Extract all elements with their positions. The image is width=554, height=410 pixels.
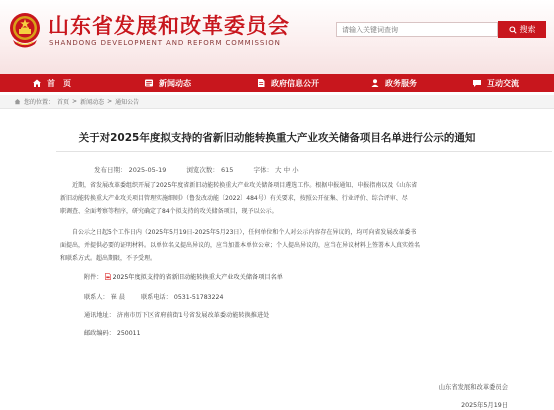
attachment-link[interactable]: 2025年度拟支持的省新旧动能转换重大产业攻关储备项目名单 <box>112 274 283 281</box>
contact-name: 崔 晨 <box>110 294 126 301</box>
paragraph-line: 近期，省发展改革委组织开展了2025年度省新旧动能转换重大产业攻关储备项目遴选工作。根据申报通知、申报指南以及《山东省 <box>72 182 418 189</box>
article-meta <box>94 165 299 174</box>
breadcrumb <box>0 95 554 109</box>
nav-item-interaction[interactable] <box>472 74 519 92</box>
nav-item-label: 互动交流 <box>487 78 519 88</box>
breadcrumb-notices[interactable]: 通知公告 <box>115 99 140 106</box>
article-paragraph-2 <box>60 226 500 265</box>
breadcrumb-separator: > <box>72 98 78 105</box>
font-size-switcher[interactable]: 字体： 大 中 小 <box>253 166 299 174</box>
search-input[interactable] <box>336 22 498 37</box>
contact-line <box>84 292 223 301</box>
document-icon <box>256 78 266 88</box>
nav-item-label: 新闻动态 <box>159 78 191 88</box>
attachment <box>84 272 283 281</box>
paragraph-line: 职调查、全面考察等程序，研究确定了84个拟支持的攻关储备项目，现予以公示。 <box>60 208 278 215</box>
attachment-label: 附件： <box>84 274 103 281</box>
chat-icon <box>472 78 482 88</box>
address-line <box>84 310 269 319</box>
paragraph-line: 和联系方式。超出期限，不予受理。 <box>60 255 157 262</box>
postcode-value: 250011 <box>116 330 141 337</box>
contact-label: 联系人： <box>84 294 109 301</box>
nav-item-label: 首 页 <box>47 78 71 88</box>
title-divider <box>56 151 552 152</box>
national-emblem-icon <box>8 10 42 50</box>
paragraph-line: 新旧动能转换重大产业攻关项目管理实施细则》（鲁发改动能〔2022〕484号）有关要求，按照公开征集、行业评价、综合评审、尽 <box>60 195 408 202</box>
service-icon <box>370 78 380 88</box>
location-home-icon <box>14 98 21 105</box>
breadcrumb-home[interactable]: 首页 <box>57 99 70 106</box>
view-count: 浏览次数： 615 <box>186 166 234 174</box>
site-subtitle: SHANDONG DEVELOPMENT AND REFORM COMMISSION <box>49 39 281 47</box>
pdf-file-icon <box>105 273 111 280</box>
nav-item-label: 政府信息公开 <box>271 78 319 88</box>
article-paragraph-1 <box>60 179 500 218</box>
postcode-line <box>84 328 141 337</box>
breadcrumb-news[interactable]: 新闻动态 <box>80 99 105 106</box>
main-nav <box>0 74 554 92</box>
issue-date: 2025年5月19日 <box>461 402 508 409</box>
home-icon <box>32 78 42 88</box>
phone-number: 0531-51783224 <box>173 294 224 301</box>
site-header <box>0 0 554 74</box>
article-title: 关于对2025年度拟支持的省新旧动能转换重大产业攻关储备项目名单进行公示的通知 <box>78 132 476 144</box>
issuer-signature: 山东省发展和改革委员会 <box>438 384 508 391</box>
phone-label: 联系电话： <box>141 294 172 301</box>
nav-item-info-disclosure[interactable] <box>256 74 319 92</box>
search-icon <box>509 26 517 34</box>
address-value: 济南市历下区省府前街1号省发展改革委动能转换推进处 <box>116 312 270 319</box>
nav-item-label: 政务服务 <box>385 78 417 88</box>
nav-item-home[interactable] <box>32 74 71 92</box>
site-title: 山东省发展和改革委员会 <box>48 14 290 38</box>
nav-item-news[interactable] <box>144 74 191 92</box>
breadcrumb-separator: > <box>107 98 113 105</box>
postcode-label: 邮政编码： <box>84 330 115 337</box>
address-label: 通讯地址： <box>84 312 115 319</box>
paragraph-line: 面提出，并提供必要的证明材料。以单位名义提出异议的，应当加盖本单位公章；个人提出异议的，应当在异议材料上签署本人真实姓名 <box>60 242 421 249</box>
paragraph-line: 自公示之日起5个工作日内（2025年5月19日-2025年5月23日），任何单位和个人对公示内容存在异议的，均可向省发展改革委书 <box>72 229 417 236</box>
news-icon <box>144 78 154 88</box>
search-button-label: 搜索 <box>519 25 536 34</box>
search-button[interactable] <box>498 21 546 38</box>
nav-item-services[interactable] <box>370 74 417 92</box>
breadcrumb-prefix: 您的位置： <box>24 99 55 106</box>
publish-date: 发布日期： 2025-05-19 <box>94 166 167 174</box>
